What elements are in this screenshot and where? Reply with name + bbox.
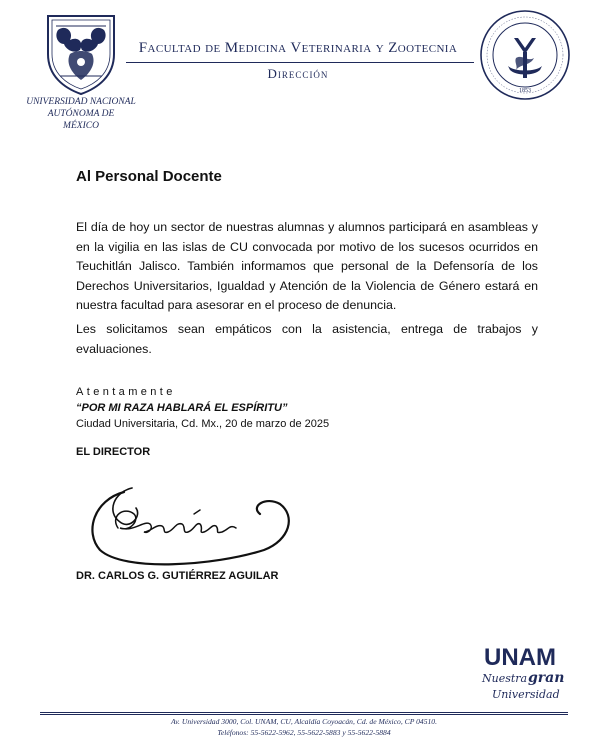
logo-tagline: Universidad	[492, 688, 560, 701]
office-name: Dirección	[267, 66, 329, 81]
unam-coat-of-arms-icon	[40, 10, 122, 96]
university-name-line: MÉXICO	[63, 121, 99, 131]
paragraph: Les solicitamos sean empáticos con la asistencia, entrega de trabajos y evaluaciones.	[76, 322, 538, 356]
footer-phones: Teléfonos: 55-5622-5962, 55-5622-5883 y 55-5622-5884	[217, 728, 391, 737]
seal-year: 1853	[519, 88, 531, 94]
footer-address: Av. Universidad 3000, Col. UNAM, CU, Alcaldía Coyoacán, Cd. de México, CP 04510.	[171, 717, 437, 726]
signature-title: EL DIRECTOR	[76, 446, 151, 458]
logo-name: UNAM	[484, 644, 556, 671]
paragraph: El día de hoy un sector de nuestras alumnas y alumnos participará en asambleas y en la vigilia en las islas de CU convocada por motivo de los sucesos ocurridos en Teuchitlán Jalisco. También informamos que personal de la Defensoría de los Derechos Universitarios, Igualdad y Atención de la Violencia de Género estará en nuestra facultad para asesorar en el proceso de denuncia.	[76, 220, 538, 312]
logo-tagline: gran	[528, 670, 565, 686]
footer-divider	[40, 714, 568, 715]
salutation: Al Personal Docente	[76, 168, 222, 185]
header-divider	[126, 62, 474, 63]
unam-brand-logo	[470, 644, 570, 708]
motto: “POR MI RAZA HABLARÁ EL ESPÍRITU”	[76, 402, 288, 414]
footer-divider	[40, 712, 568, 713]
university-name-line: AUTÓNOMA DE	[47, 109, 115, 119]
faculty-name: Facultad de Medicina Veterinaria y Zootecnia	[138, 40, 458, 56]
university-name-line: UNIVERSIDAD NACIONAL	[26, 97, 136, 107]
logo-tagline: Nuestra	[482, 672, 528, 685]
fmvz-seal-icon	[478, 8, 572, 102]
director-signature	[84, 476, 294, 568]
university-name	[22, 96, 140, 132]
place-date: Ciudad Universitaria, Cd. Mx., 20 de marzo de 2025	[76, 418, 330, 430]
signer-name: DR. CARLOS G. GUTIÉRREZ AGUILAR	[76, 570, 279, 582]
closing: Atentamente	[76, 386, 176, 398]
